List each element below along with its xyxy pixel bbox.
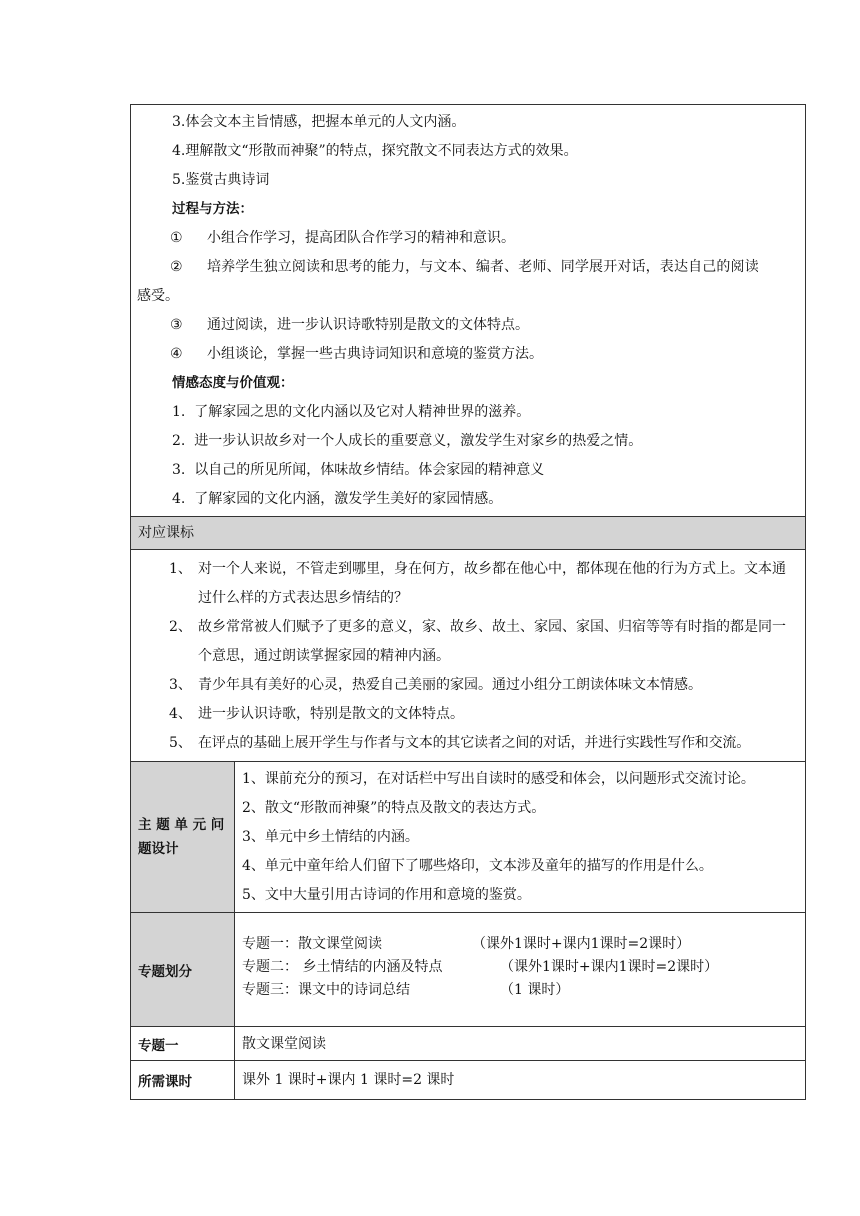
emotion-item bbox=[137, 456, 799, 485]
topic-one-row bbox=[131, 1027, 805, 1061]
topics-label: 专题划分 bbox=[131, 913, 235, 1026]
process-item bbox=[137, 311, 799, 340]
unit-question: 2、散文“形散而神聚”的特点及散文的表达方式。 bbox=[242, 800, 546, 816]
standards-header: 对应课标 bbox=[131, 517, 805, 550]
process-item-text: 培养学生独立阅读和思考的能力，与文本、编者、老师、同学展开对话，表达自己的阅读 bbox=[207, 259, 759, 275]
emotion-item-num: 1. bbox=[172, 404, 186, 420]
emotion-item-text: 以自己的所见所闻，体味故乡情结。体会家园的精神意义 bbox=[194, 462, 545, 478]
hours-row bbox=[131, 1061, 805, 1099]
process-item-continuation: 感受。 bbox=[137, 288, 179, 304]
lesson-plan-table bbox=[130, 104, 806, 1100]
topic-time: （课外1课时+课内1课时=2课时） bbox=[500, 959, 719, 975]
emotion-item-text: 进一步认识故乡对一个人成长的重要意义，激发学生对家乡的热爱之情。 bbox=[194, 433, 643, 449]
process-item bbox=[137, 224, 799, 253]
process-item-num: ③ bbox=[170, 317, 183, 333]
topic-time: （课外1课时+课内1课时=2课时） bbox=[472, 936, 691, 952]
unit-questions-label: 主 题 单 元 问 题设计 bbox=[131, 762, 235, 912]
topic-name: 专题一：散文课堂阅读 bbox=[242, 936, 382, 952]
standard-item-text: 故乡常常被人们赋予了更多的意义，家、故乡、故土、家园、家国、归宿等等有时指的都是同一个意思，通过朗读掌握家园的精神内涵。 bbox=[198, 619, 786, 664]
standard-item-text: 青少年具有美好的心灵，热爱自己美丽的家园。通过小组分工朗读体味文本情感。 bbox=[198, 677, 702, 693]
objective-line-4: 4.理解散文“形散而神聚”的特点，探究散文不同表达方式的效果。 bbox=[172, 143, 578, 159]
standard-item-num: 3、 bbox=[169, 677, 192, 693]
emotion-item-num: 2. bbox=[172, 433, 186, 449]
unit-questions-list bbox=[235, 762, 805, 912]
emotion-item-num: 3. bbox=[172, 462, 186, 478]
unit-question: 3、单元中乡土情结的内涵。 bbox=[242, 829, 419, 845]
emotion-item bbox=[137, 427, 799, 456]
process-item-num: ① bbox=[170, 230, 183, 246]
standard-item-text: 进一步认识诗歌，特别是散文的文体特点。 bbox=[198, 706, 464, 722]
topic-time: （1 课时） bbox=[500, 982, 570, 998]
hours-label: 所需课时 bbox=[131, 1061, 235, 1099]
topic-name: 专题三：课文中的诗词总结 bbox=[242, 982, 410, 998]
topic-name: 专题二： 乡土情结的内涵及特点 bbox=[242, 959, 443, 975]
topic-one-value: 散文课堂阅读 bbox=[242, 1036, 326, 1052]
topic-one-label: 专题一 bbox=[131, 1027, 235, 1060]
unit-question: 5、文中大量引用古诗词的作用和意境的鉴赏。 bbox=[242, 887, 531, 903]
standard-item-text: 对一个人来说，不管走到哪里，身在何方，故乡都在他心中，都体现在他的行为方式上。文本通过什么样的方式表达思乡情结的？ bbox=[198, 561, 786, 606]
process-item bbox=[137, 253, 799, 282]
emotion-item-text: 了解家园的文化内涵，激发学生美好的家园情感。 bbox=[194, 491, 503, 507]
standards-cell bbox=[131, 550, 805, 762]
standard-item bbox=[169, 729, 797, 758]
standard-item bbox=[169, 700, 797, 729]
emotion-item bbox=[137, 485, 799, 514]
unit-questions-row bbox=[131, 762, 805, 913]
topic-item bbox=[242, 979, 805, 1002]
process-item-text: 小组谈论，掌握一些古典诗词知识和意境的鉴赏方法。 bbox=[207, 346, 543, 362]
standard-item-num: 1、 bbox=[169, 561, 192, 577]
objective-line-5: 5.鉴赏古典诗词 bbox=[172, 172, 270, 188]
topic-item bbox=[242, 956, 805, 979]
process-item-num: ② bbox=[170, 259, 183, 275]
standard-item bbox=[169, 613, 797, 671]
standard-item-text: 在评点的基础上展开学生与作者与文本的其它读者之间的对话，并进行实践性写作和交流。 bbox=[198, 735, 750, 751]
standard-item bbox=[169, 671, 797, 700]
process-item-text: 小组合作学习，提高团队合作学习的精神和意识。 bbox=[207, 230, 515, 246]
standard-item-num: 5、 bbox=[169, 735, 192, 751]
unit-question: 4、单元中童年给人们留下了哪些烙印，文本涉及童年的描写的作用是什么。 bbox=[242, 858, 713, 874]
standard-item bbox=[169, 555, 797, 613]
topic-item bbox=[242, 933, 805, 956]
hours-value: 课外 1 课时+课内 1 课时=2 课时 bbox=[242, 1072, 455, 1088]
unit-question: 1、课前充分的预习，在对话栏中写出自读时的感受和体会，以问题形式交流讨论。 bbox=[242, 771, 755, 787]
process-heading: 过程与方法： bbox=[172, 201, 253, 217]
standard-item-num: 2、 bbox=[169, 619, 192, 635]
objectives-cell bbox=[131, 105, 805, 517]
topics-list bbox=[235, 913, 805, 1026]
topics-row bbox=[131, 913, 805, 1027]
process-item bbox=[137, 340, 799, 369]
objective-line-3: 3.体会文本主旨情感，把握本单元的人文内涵。 bbox=[172, 114, 466, 130]
emotion-item bbox=[137, 398, 799, 427]
process-item-text: 通过阅读，进一步认识诗歌特别是散文的文体特点。 bbox=[207, 317, 529, 333]
emotion-item-text: 了解家园之思的文化内涵以及它对人精神世界的滋养。 bbox=[194, 404, 531, 420]
emotion-heading: 情感态度与价值观： bbox=[172, 375, 294, 391]
emotion-item-num: 4. bbox=[172, 491, 186, 507]
process-item-num: ④ bbox=[170, 346, 183, 362]
standard-item-num: 4、 bbox=[169, 706, 192, 722]
